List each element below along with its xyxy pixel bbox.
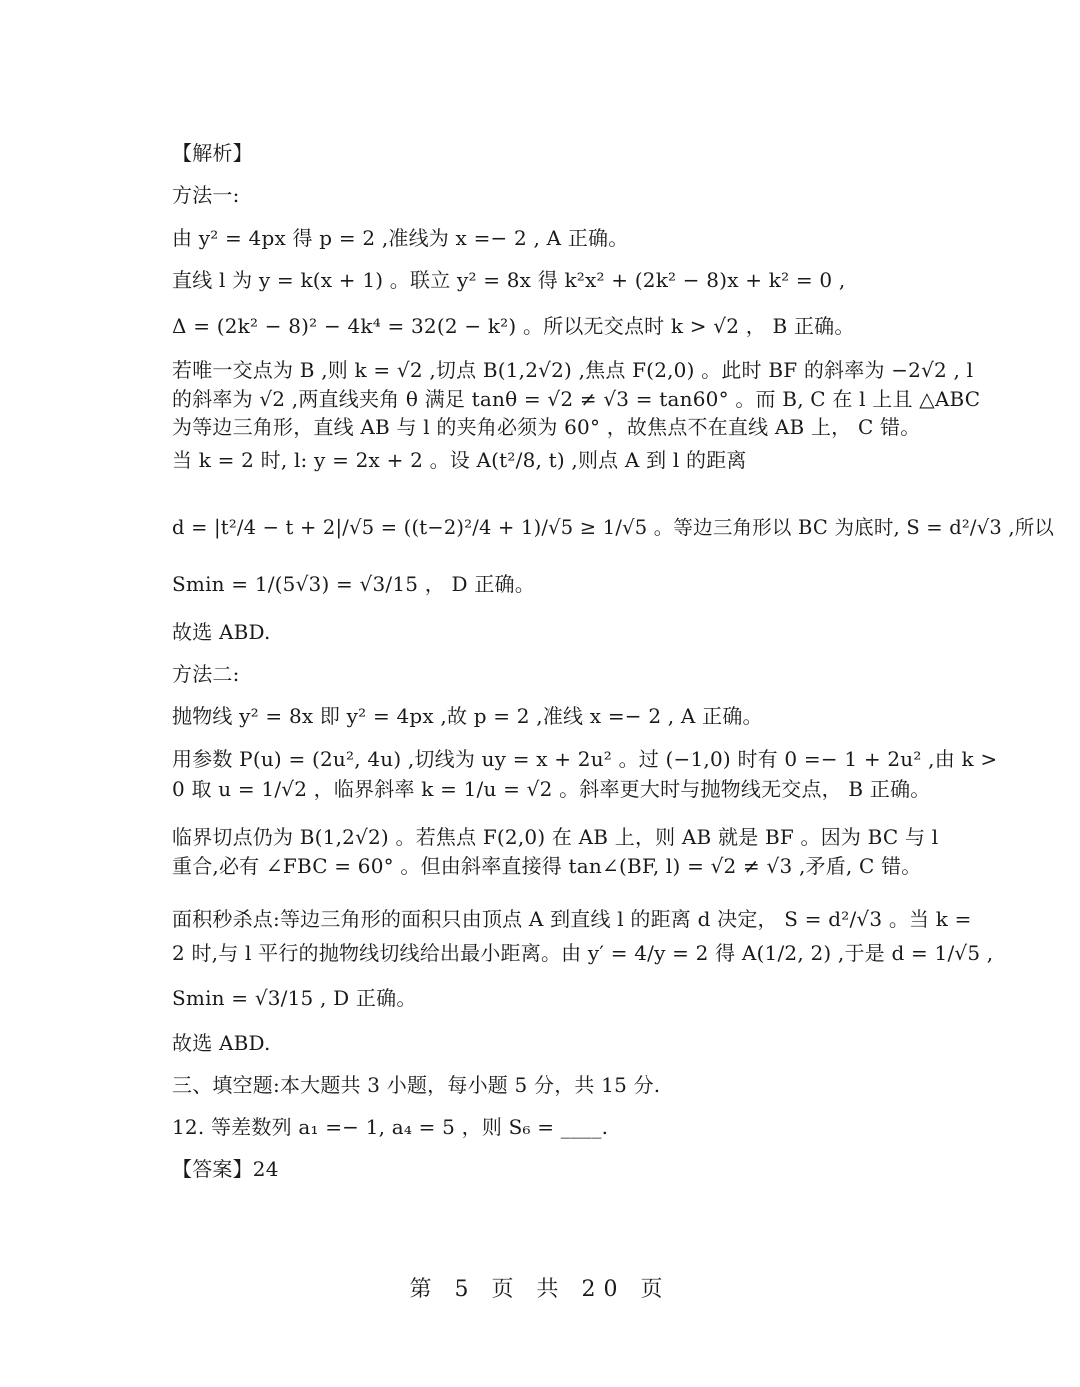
text-line: 面积秒杀点:等边三角形的面积只由顶点 A 到直线 l 的距离 d 决定， S = d²/√3 。当 k = [172, 907, 972, 931]
text-line: 当 k = 2 时, l: y = 2x + 2 。设 A(t²/8, t) ,则点 A 到 l 的距离 [172, 448, 747, 472]
analysis-heading: 【解析】 [172, 141, 253, 165]
conclusion-line: 故选 ABD. [172, 1031, 271, 1055]
text-line: 直线 l 为 y = k(x + 1) 。联立 y² = 8x 得 k²x² + (2k² − 8)x + k² = 0 , [172, 268, 846, 292]
text-line: 抛物线 y² = 8x 即 y² = 4px ,故 p = 2 ,准线 x =− 2 , A 正确。 [172, 704, 763, 728]
text-line: 用参数 P(u) = (2u², 4u) ,切线为 uy = x + 2u² 。过 (−1,0) 时有 0 =− 1 + 2u² ,由 k > [172, 747, 998, 771]
method-two-heading: 方法二: [172, 662, 240, 686]
text-line: 的斜率为 √2 ,两直线夹角 θ 满足 tanθ = √2 ≠ √3 = tan60° 。而 B, C 在 l 上且 △ABC [172, 387, 981, 411]
text-line: 若唯一交点为 B ,则 k = √2 ,切点 B(1,2√2) ,焦点 F(2,0) 。此时 BF 的斜率为 −2√2 , l [172, 358, 974, 382]
question-12: 12. 等差数列 a₁ =− 1, a₄ = 5 ，则 S₆ = ____. [172, 1115, 609, 1139]
text-line: Δ = (2k² − 8)² − 4k⁴ = 32(2 − k²) 。所以无交点时 k > √2 ， B 正确。 [172, 314, 855, 338]
text-line: 为等边三角形，直线 AB 与 l 的夹角必须为 60° ，故焦点不在直线 AB 上， C 错。 [172, 415, 921, 439]
method-one-heading: 方法一: [172, 183, 240, 207]
text-line: 2 时,与 l 平行的抛物线切线给出最小距离。由 y′ = 4/y = 2 得 A(1/2, 2) ,于是 d = 1/√5 , [172, 941, 994, 965]
text-line: Smin = 1/(5√3) = √3/15 ， D 正确。 [172, 572, 535, 596]
text-line: 重合,必有 ∠FBC = 60° 。但由斜率直接得 tan∠(BF, l) = √2 ≠ √3 ,矛盾, C 错。 [172, 854, 922, 878]
text-line: 由 y² = 4px 得 p = 2 ,准线为 x =− 2 , A 正确。 [172, 226, 629, 250]
text-line: 临界切点仍为 B(1,2√2) 。若焦点 F(2,0) 在 AB 上，则 AB 就是 BF 。因为 BC 与 l [172, 825, 939, 849]
text-line: Smin = √3/15 , D 正确。 [172, 986, 417, 1010]
text-line: 0 取 u = 1/√2 ，临界斜率 k = 1/u = √2 。斜率更大时与抛物线无交点， B 正确。 [172, 777, 931, 801]
conclusion-line: 故选 ABD. [172, 620, 271, 644]
section-heading: 三、填空题:本大题共 3 小题，每小题 5 分，共 15 分. [172, 1073, 661, 1097]
text-line: d = |t²/4 − t + 2|/√5 = ((t−2)²/4 + 1)/√5 ≥ 1/√5 。等边三角形以 BC 为底时, S = d²/√3 ,所以 [172, 516, 1055, 539]
answer-line: 【答案】24 [172, 1157, 279, 1181]
page-footer: 第 5 页 共 20 页 [409, 1277, 671, 1302]
